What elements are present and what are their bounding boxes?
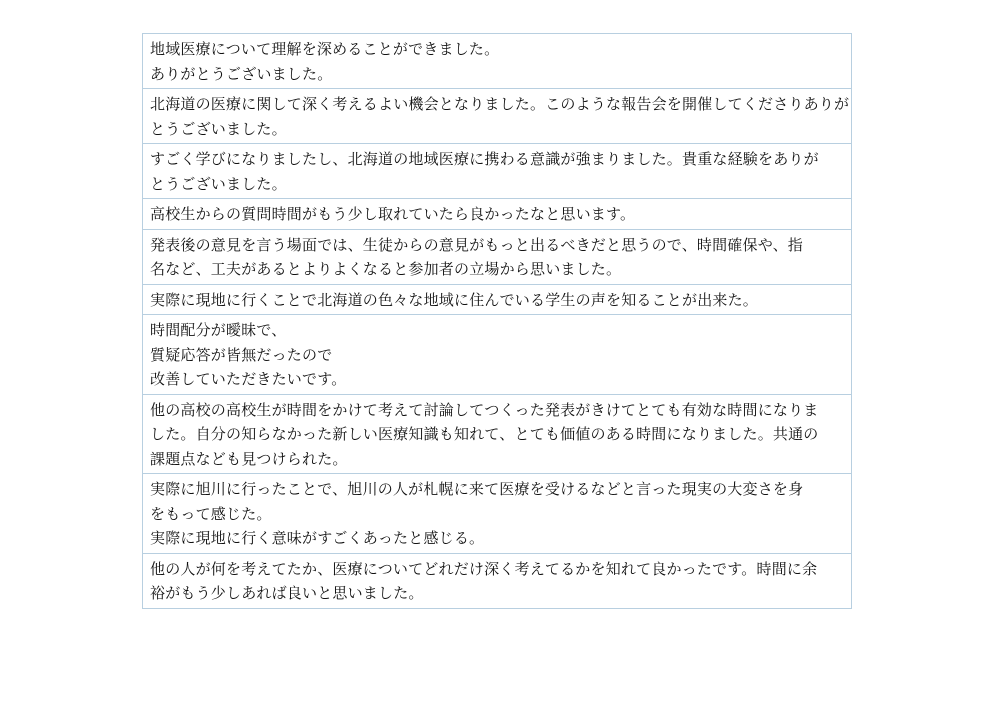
comment-line: をもって感じた。 — [150, 504, 272, 523]
comment-line: 発表後の意見を言う場面では、生徒からの意見がもっと出るべきだと思うので、時間確保や、指 — [150, 235, 804, 254]
comment-row — [143, 285, 851, 316]
comment-row — [143, 395, 851, 475]
comment-line: 課題点なども見つけられた。 — [150, 449, 348, 468]
comment-line: すごく学びになりましたし、北海道の地域医療に携わる意識が強まりました。貴重な経験をありが — [150, 150, 819, 168]
comment-line: 時間配分が曖昧で、 — [150, 321, 287, 339]
comment-line: 他の高校の高校生が時間をかけて考えて討論してつくった発表がきけてとても有効な時間になりま — [150, 400, 819, 419]
comment-row — [143, 89, 851, 144]
comment-line: とうございました。 — [150, 119, 287, 138]
comment-line: 実際に旭川に行ったことで、旭川の人が札幌に来て医療を受けるなどと言った現実の大変さを身 — [150, 480, 804, 498]
comment-line: 他の人が何を考えてたか、医療についてどれだけ深く考えてるかを知れて良かったです。時間に余 — [150, 559, 818, 578]
comment-row — [143, 144, 851, 199]
comment-row — [143, 315, 851, 395]
comment-line: とうございました。 — [150, 174, 287, 193]
comment-line: 高校生からの質問時間がもう少し取れていたら良かったなと思います。 — [150, 205, 636, 223]
comment-row — [143, 474, 851, 554]
comments-table — [142, 33, 852, 609]
comment-line: 実際に現地に行く意味がすごくあったと感じる。 — [150, 529, 485, 547]
comment-row — [143, 230, 851, 285]
comment-line: 名など、工夫があるとよりよくなると参加者の立場から思いました。 — [150, 260, 622, 278]
comment-line: 改善していただきたいです。 — [150, 370, 347, 388]
comment-line: ありがとうございました。 — [150, 64, 333, 83]
comment-row — [143, 554, 851, 609]
comment-line: 裕がもう少しあれば良いと思いました。 — [150, 584, 424, 602]
comment-line: 北海道の医療に関して深く考えるよい機会となりました。このような報告会を開催してくださりありが — [150, 95, 850, 113]
comment-line: した。自分の知らなかった新しい医療知識も知れて、とても価値のある時間になりました。共通の — [150, 425, 819, 443]
comment-line: 実際に現地に行くことで北海道の色々な地域に住んでいる学生の声を知ることが出来た。 — [150, 290, 759, 309]
comment-row — [143, 199, 851, 230]
comment-line: 地域医療について理解を深めることができました。 — [150, 40, 500, 58]
comment-row — [143, 34, 851, 89]
comment-line: 質疑応答が皆無だったので — [150, 345, 333, 364]
